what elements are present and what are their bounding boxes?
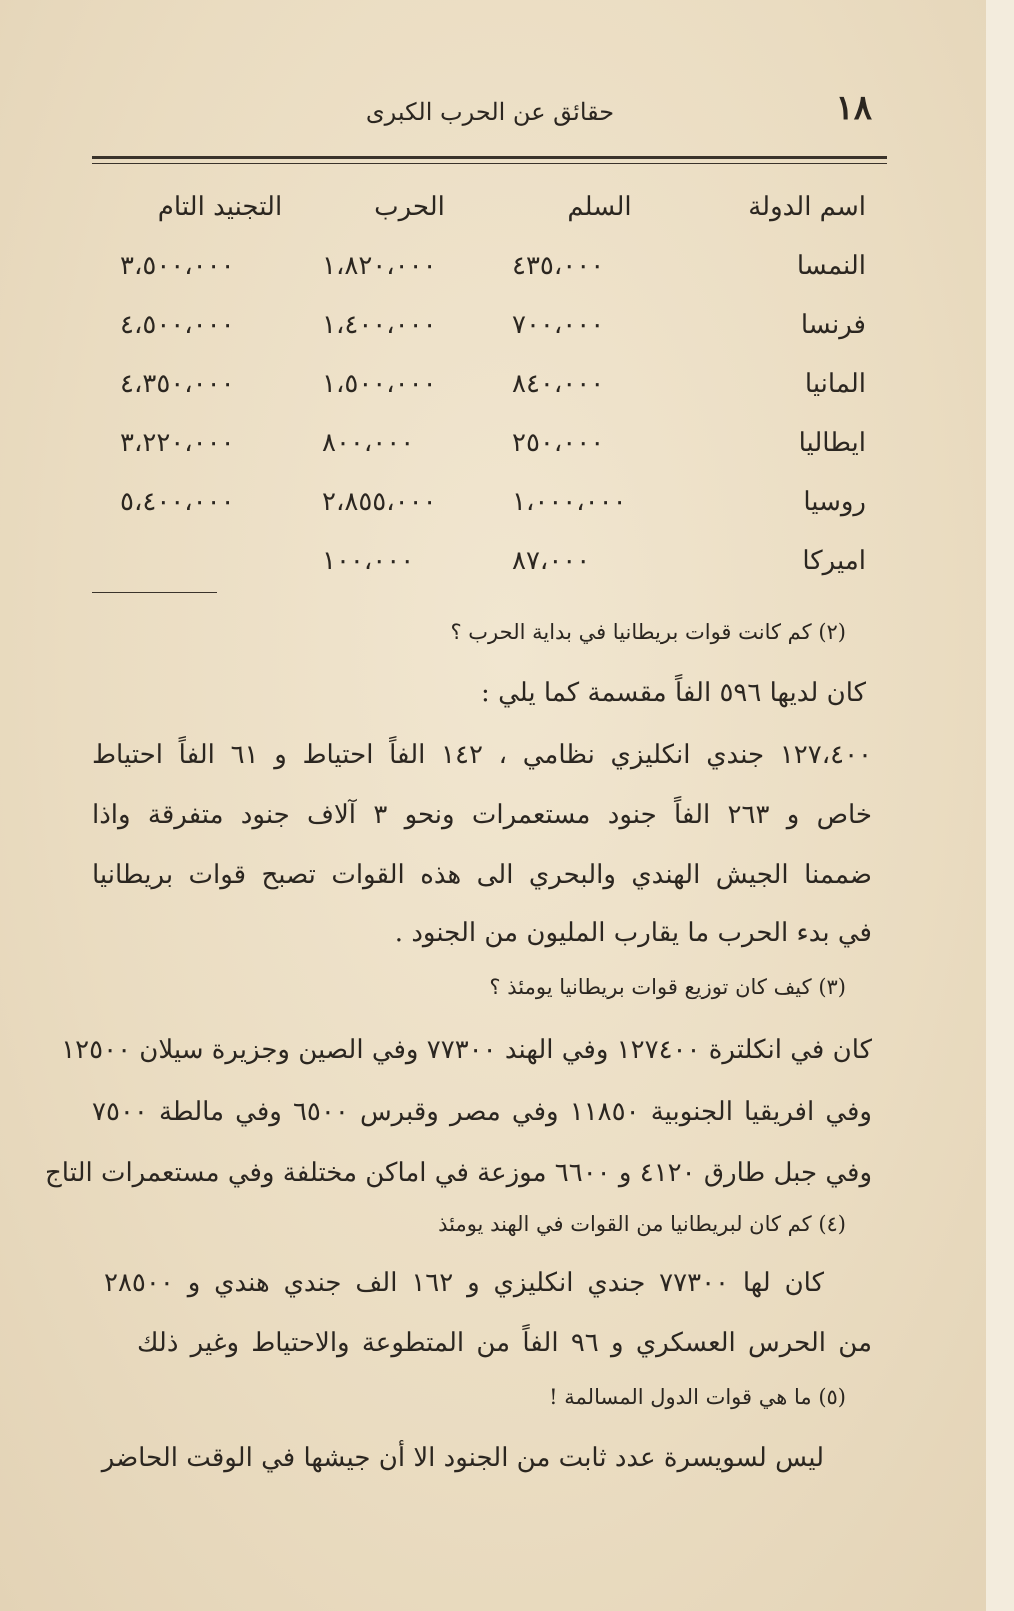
peace-strength: ١،٠٠٠،٠٠٠ bbox=[512, 487, 627, 517]
question-4: (٤) كم كان لبريطانيا من القوات في الهند يومئذ bbox=[438, 1212, 846, 1236]
header-peace: السلم bbox=[567, 192, 632, 222]
paragraph-line: كان لديها ٥٩٦ الفاً مقسمة كما يلي : bbox=[481, 678, 866, 708]
paragraph-line: كان لها ٧٧٣٠٠ جندي انكليزي و ١٦٢ الف جندي هندي و ٢٨٥٠٠ bbox=[104, 1268, 824, 1298]
question-3: (٣) كيف كان توزيع قوات بريطانيا يومئذ ؟ bbox=[489, 975, 846, 999]
paragraph-line: وفي افريقيا الجنوبية ١١٨٥٠ وفي مصر وقبرس ٦٥٠٠ وفي مالطة ٧٥٠٠ bbox=[92, 1097, 872, 1127]
peace-strength: ٨٧،٠٠٠ bbox=[512, 546, 591, 576]
table-row bbox=[92, 487, 892, 546]
country-name: فرنسا bbox=[800, 310, 866, 340]
header-rule-thin bbox=[92, 163, 887, 164]
table-row bbox=[92, 369, 892, 428]
paragraph-line: ضممنا الجيش الهندي والبحري الى هذه القوات تصبح قوات بريطانيا bbox=[92, 860, 872, 890]
running-title: حقائق عن الحرب الكبرى bbox=[365, 98, 615, 126]
peace-strength: ٤٣٥،٠٠٠ bbox=[512, 251, 605, 281]
country-name: روسيا bbox=[803, 487, 866, 517]
page-number: ١٨ bbox=[835, 88, 872, 128]
paragraph-line: من الحرس العسكري و ٩٦ الفاً من المتطوعة والاحتياط وغير ذلك bbox=[137, 1328, 872, 1358]
table-row bbox=[92, 428, 892, 487]
full-mobilization: ٤،٣٥٠،٠٠٠ bbox=[120, 369, 235, 399]
full-mobilization: ٥،٤٠٠،٠٠٠ bbox=[120, 487, 235, 517]
table-header-row bbox=[92, 192, 892, 251]
paragraph-line: في بدء الحرب ما يقارب المليون من الجنود . bbox=[394, 918, 872, 948]
paragraph-line: ليس لسويسرة عدد ثابت من الجنود الا أن جيشها في الوقت الحاضر bbox=[101, 1443, 824, 1473]
question-2: (٢) كم كانت قوات بريطانيا في بداية الحرب ؟ bbox=[450, 620, 846, 644]
war-strength: ٢،٨٥٥،٠٠٠ bbox=[322, 487, 437, 517]
paragraph-line: وفي جبل طارق ٤١٢٠ و ٦٦٠٠ موزعة في اماكن مختلفة وفي مستعمرات التاج bbox=[45, 1158, 872, 1188]
paragraph-line: ١٢٧،٤٠٠ جندي انكليزي نظامي ، ١٤٢ الفاً احتياط و ٦١ الفاً احتياط bbox=[92, 740, 872, 770]
war-strength: ١،٤٠٠،٠٠٠ bbox=[322, 310, 437, 340]
page-edge bbox=[986, 0, 1014, 1611]
full-mobilization: ٣،٥٠٠،٠٠٠ bbox=[120, 251, 235, 281]
peace-strength: ٨٤٠،٠٠٠ bbox=[512, 369, 605, 399]
war-strength: ١،٨٢٠،٠٠٠ bbox=[322, 251, 437, 281]
table-total-rule bbox=[92, 592, 217, 593]
war-strength: ٨٠٠،٠٠٠ bbox=[322, 428, 415, 458]
header-full-mobilization: التجنيد التام bbox=[157, 192, 283, 222]
paragraph-line: خاص و ٢٦٣ الفاً جنود مستعمرات ونحو ٣ آلاف جنود متفرقة واذا bbox=[92, 800, 872, 830]
country-name: ايطاليا bbox=[798, 428, 866, 458]
header-country: اسم الدولة bbox=[748, 192, 866, 222]
header-war: الحرب bbox=[374, 192, 445, 222]
country-name: النمسا bbox=[796, 251, 866, 281]
page-header bbox=[90, 88, 890, 142]
full-mobilization: ٤،٥٠٠،٠٠٠ bbox=[120, 310, 235, 340]
peace-strength: ٢٥٠،٠٠٠ bbox=[512, 428, 605, 458]
table-row bbox=[92, 546, 892, 605]
full-mobilization: ٣،٢٢٠،٠٠٠ bbox=[120, 428, 235, 458]
peace-strength: ٧٠٠،٠٠٠ bbox=[512, 310, 605, 340]
war-strength: ١،٥٠٠،٠٠٠ bbox=[322, 369, 437, 399]
country-name: المانيا bbox=[804, 369, 866, 399]
country-name: اميركا bbox=[802, 546, 866, 576]
question-5: (٥) ما هي قوات الدول المسالمة ! bbox=[549, 1385, 846, 1409]
table-row bbox=[92, 251, 892, 310]
army-strength-table bbox=[92, 192, 892, 605]
paragraph-line: كان في انكلترة ١٢٧٤٠٠ وفي الهند ٧٧٣٠٠ وفي الصين وجزيرة سيلان ١٢٥٠٠ bbox=[61, 1035, 872, 1065]
header-rule-thick bbox=[92, 156, 887, 159]
table-row bbox=[92, 310, 892, 369]
war-strength: ١٠٠،٠٠٠ bbox=[322, 546, 415, 576]
